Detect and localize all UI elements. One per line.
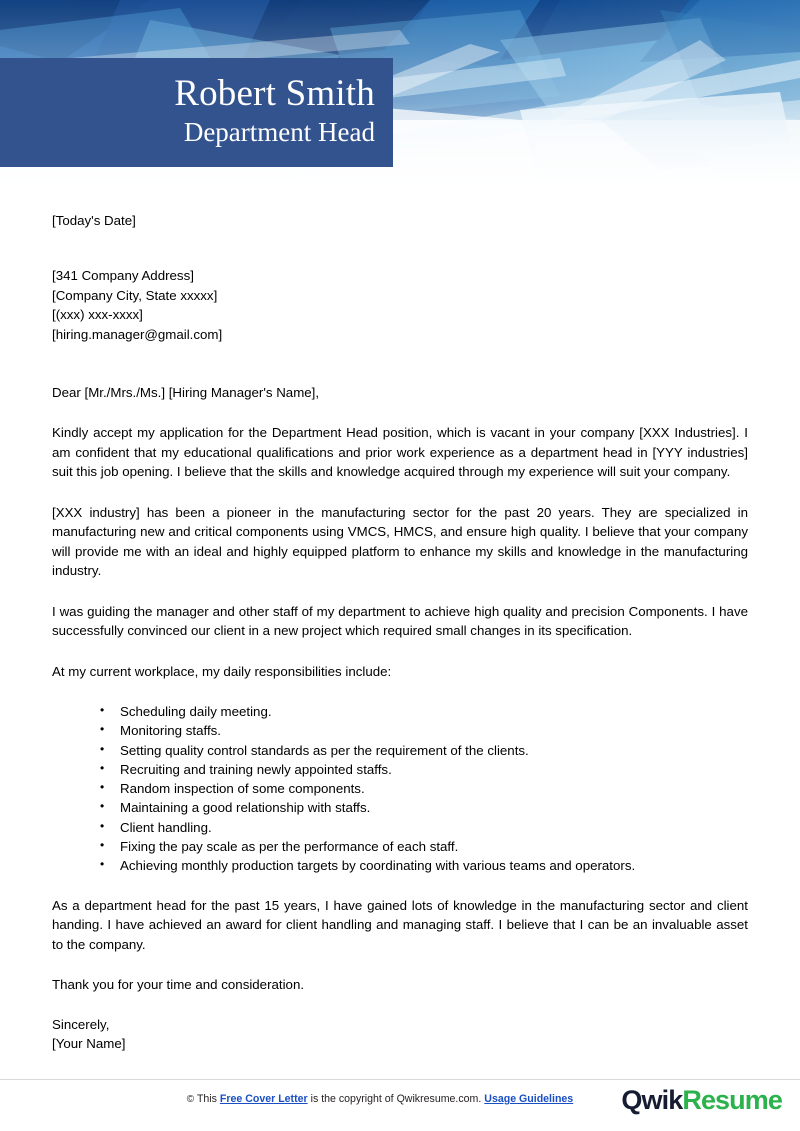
body-paragraph-3: I was guiding the manager and other staff of my department to achieve high quality and precision Components. I have successfully convinced our client in a new project which required small changes in its specification.	[52, 603, 748, 638]
document-footer	[0, 1079, 800, 1131]
body-paragraph-2: [XXX industry] has been a pioneer in the manufacturing sector for the past 20 years. They are specialized in manufacturing new and critical components using VMCS, HMCS, and ensure high quality. I believe that your company will provide me with an ideal and highly equipped platform to enhance my skills and knowledge in the manufacturing industry.	[52, 504, 748, 578]
responsibilities-list	[52, 702, 748, 876]
applicant-name: Robert Smith	[174, 73, 375, 115]
address-line: [341 Company Address]	[52, 268, 194, 283]
address-line: [hiring.manager@gmail.com]	[52, 326, 223, 342]
list-item: • Random inspection of some components.	[100, 779, 748, 798]
signature-block	[52, 1015, 748, 1054]
footer-middle-text: is the copyright of Qwikresume.com.	[310, 1093, 482, 1105]
address-line: [(xxx) xxx-xxxx]	[52, 307, 143, 322]
name-plate	[0, 58, 393, 167]
recipient-address-block	[52, 266, 748, 344]
footer-divider	[0, 1079, 800, 1080]
usage-guidelines-link[interactable]: Usage Guidelines	[484, 1093, 574, 1105]
signoff-word: Sincerely,	[52, 1016, 110, 1032]
free-cover-letter-link[interactable]: Free Cover Letter	[219, 1093, 308, 1105]
thank-you-line: Thank you for your time and consideration.	[52, 977, 305, 993]
applicant-job-title: Department Head	[183, 117, 375, 148]
list-item: • Scheduling daily meeting.	[100, 702, 748, 721]
signature-name: [Your Name]	[52, 1036, 126, 1052]
logo-text-qwik: Qwik	[621, 1085, 683, 1115]
copyright-icon: ©	[186, 1094, 195, 1105]
body-paragraph-1: Kindly accept my application for the Department Head position, which is vacant in your company [XXX Industries]. I am confident that my educational qualifications and prior work experience as a department head in [YYY industries] suit this job opening. I believe that the skills and knowledge acquired through my experience will suit your company.	[52, 425, 748, 479]
list-item: • Client handling.	[100, 818, 748, 837]
summary-paragraph: As a department head for the past 15 years, I have gained lots of knowledge in the manufacturing sector and client handing. I have achieved an award for client handling and managing staff. I believe that I can be an invaluable asset to the company.	[52, 897, 748, 952]
list-item: • Fixing the pay scale as per the performance of each staff.	[100, 837, 748, 856]
list-item: • Achieving monthly production targets by coordinating with various teams and operators.	[100, 856, 748, 875]
logo-text-resume: Resume	[682, 1085, 782, 1115]
salutation: Dear [Mr./Mrs./Ms.] [Hiring Manager's Name],	[52, 385, 320, 400]
address-line: [Company City, State xxxxx]	[52, 287, 218, 303]
list-item: • Setting quality control standards as per the requirement of the clients.	[100, 741, 748, 760]
list-item: • Recruiting and training newly appointed staffs.	[100, 760, 748, 779]
document-header	[0, 0, 800, 186]
qwikresume-logo[interactable]	[621, 1087, 782, 1114]
letter-body	[52, 212, 748, 1054]
list-item: • Monitoring staffs.	[100, 721, 748, 740]
list-item: • Maintaining a good relationship with staffs.	[100, 798, 748, 817]
footer-prefix-text: This	[196, 1093, 217, 1105]
responsibilities-intro: At my current workplace, my daily responsibilities include:	[52, 663, 392, 679]
date-placeholder: [Today's Date]	[52, 213, 136, 228]
